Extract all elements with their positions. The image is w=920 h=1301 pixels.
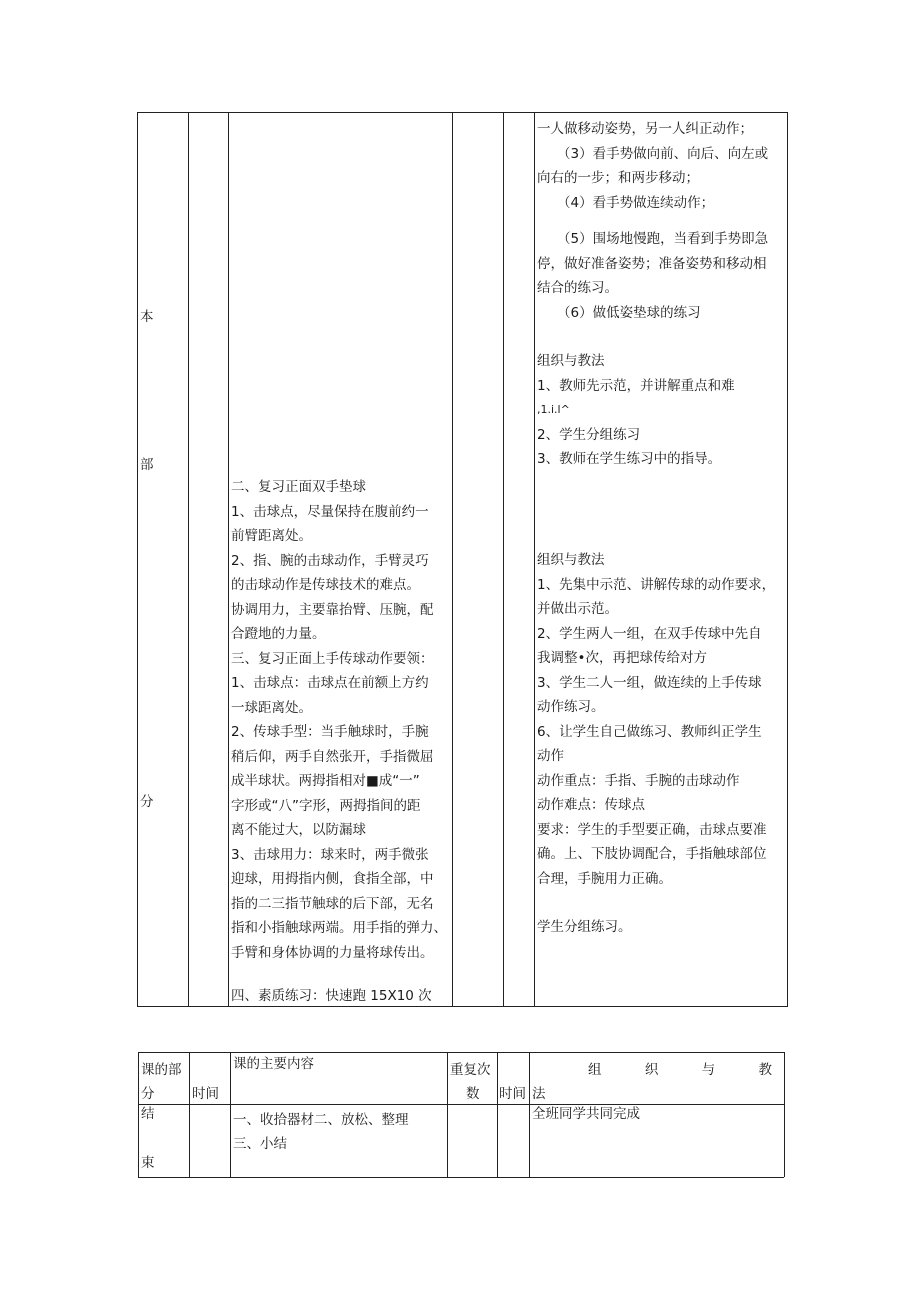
org-low-block xyxy=(537,548,775,891)
content-line: 协调用力，主要靠抬臂、压腕，配 xyxy=(231,601,434,618)
org-line: 向右的一步；和两步移动； xyxy=(537,170,699,186)
org-mid-block xyxy=(537,349,735,472)
content-line: 1、击球点：击球点在前额上方约 xyxy=(231,675,429,691)
table1-col-line xyxy=(503,112,504,1006)
org-line: 3、学生二人一组，做连续的上手传球 xyxy=(537,674,762,691)
content-line: 离不能过大，以防漏球 xyxy=(231,822,366,838)
table1-col-line xyxy=(534,112,535,1006)
org-last-line: 学生分组练习。 xyxy=(537,919,632,935)
org-line: 2、学生两人一组，在双手传球中先自 xyxy=(537,625,762,642)
org-top-block-2 xyxy=(537,227,768,325)
row-org-text: 全班同学共同完成 xyxy=(532,1106,640,1122)
content-line: 一球距离处。 xyxy=(231,699,312,716)
org-heading: 组织与教法 xyxy=(537,353,605,369)
org-line: 一人做移动姿势，另一人纠正动作； xyxy=(537,121,753,137)
content-line: 手臂和身体协调的力量将球传出。 xyxy=(231,944,434,961)
table1-col-line xyxy=(188,112,189,1006)
org-line: 3、教师在学生练习中的指导。 xyxy=(537,451,722,467)
header-org-char: 组 xyxy=(588,1062,602,1078)
content-line: 指和小指触球两端。用手指的弹力、 xyxy=(231,920,447,936)
org-line: ,1.i.l^ xyxy=(537,403,570,416)
org-line: 停，做好准备姿势；准备姿势和移动相 xyxy=(537,255,767,272)
org-line: 结合的练习。 xyxy=(537,280,618,296)
content-line: 3、击球用力：球来时，两手微张 xyxy=(231,846,429,863)
content-line: 前臂距离处。 xyxy=(231,528,312,544)
row-content-line: 一、收拾器材二、放松、整理 xyxy=(233,1112,409,1128)
org-line: 动作练习。 xyxy=(537,699,605,715)
header-org-tail: 法 xyxy=(532,1086,546,1102)
table2-col-line xyxy=(230,1052,231,1177)
header-content-label: 课的主要内容 xyxy=(233,1056,314,1072)
header-reps-label: 重复次 xyxy=(450,1062,491,1078)
content-line: 稍后仰，两手自然张开，手指微屈 xyxy=(231,748,434,765)
content-line: 2、传球手型：当手触球时，手腕 xyxy=(231,724,429,740)
section-char: 分 xyxy=(140,794,154,810)
content-line: 三、复习正面上手传球动作要领： xyxy=(231,650,434,667)
org-line: 6、让学生自己做练习、教师纠正学生 xyxy=(537,723,762,740)
org-line: 并做出示范。 xyxy=(537,601,618,617)
table2-col-line xyxy=(189,1052,190,1177)
table1-col-line xyxy=(452,112,453,1006)
header-org-char: 教 xyxy=(758,1062,772,1078)
table2-col-line xyxy=(138,1052,139,1177)
content-fitness-line: 四、素质练习：快速跑 15X10 次 xyxy=(231,988,432,1004)
section-char: 部 xyxy=(140,457,154,473)
table2-header-divider xyxy=(138,1104,784,1105)
table1-col-line xyxy=(787,112,788,1006)
row-content-line: 三、小结 xyxy=(233,1136,287,1152)
table1-top-border xyxy=(137,112,788,113)
table1-col-line xyxy=(228,112,229,1006)
table2-col-line xyxy=(447,1052,448,1177)
header-time2-label: 时间 xyxy=(499,1086,526,1102)
content-line: 二、复习正面双手垫球 xyxy=(231,479,366,495)
main-content xyxy=(231,475,447,965)
org-line: （4）看手势做连续动作； xyxy=(557,194,715,211)
org-line: 1、先集中示范、讲解传球的动作要求， xyxy=(537,576,776,593)
content-line: 合蹬地的力量。 xyxy=(231,626,326,642)
org-line: 合理，手腕用力正确。 xyxy=(537,870,672,887)
header-time-label: 时间 xyxy=(192,1086,219,1102)
header-section-label-2: 分 xyxy=(141,1086,155,1102)
org-line: （5）围场地慢跑，当看到手势即急 xyxy=(557,231,769,247)
org-line: 要求：学生的手型要正确，击球点要准 xyxy=(537,821,767,838)
content-line: 成半球状。两拇指相对■成“一” xyxy=(231,773,420,789)
table2-col-line xyxy=(529,1052,530,1177)
header-org-char: 织 xyxy=(644,1062,659,1078)
content-line: 指的二三指节触球的后下部，无名 xyxy=(231,895,434,912)
content-line: 迎球，用拇指内侧，食指全部，中 xyxy=(231,871,434,887)
org-line: （6）做低姿垫球的练习 xyxy=(557,304,701,321)
header-org-label xyxy=(588,1058,772,1083)
header-reps-label-2: 数 xyxy=(466,1086,480,1102)
header-org-char: 与 xyxy=(701,1062,716,1078)
org-line: （3）看手势做向前、向后、向左或 xyxy=(557,145,769,162)
org-line: 我调整•次，再把球传给对方 xyxy=(537,650,707,666)
org-line: 动作 xyxy=(537,748,564,764)
table1-col-line xyxy=(137,112,138,1006)
table2-bottom-border xyxy=(138,1177,784,1178)
section-char: 本 xyxy=(140,309,154,325)
table2-col-line xyxy=(784,1052,785,1177)
org-line: 动作重点：手指、手腕的击球动作 xyxy=(537,772,740,789)
content-line: 的击球动作是传球技术的难点。 xyxy=(231,577,420,593)
org-line: 确。上、下肢协调配合，手指触球部位 xyxy=(537,846,767,862)
org-line: 2、学生分组练习 xyxy=(537,426,641,443)
org-heading: 组织与教法 xyxy=(537,552,605,568)
org-top-block xyxy=(537,117,768,215)
header-section-label: 课的部 xyxy=(141,1062,182,1078)
org-line: 动作难点：传球点 xyxy=(537,797,645,813)
org-line: 1、教师先示范，并讲解重点和难 xyxy=(537,377,735,394)
content-line: 1、击球点，尽量保持在腹前约一 xyxy=(231,503,429,520)
row-section-label-2: 束 xyxy=(141,1155,155,1171)
content-line: 字形或“八”字形，两拇指间的距 xyxy=(231,797,421,814)
table2-col-line xyxy=(497,1052,498,1177)
row-section-label: 结 xyxy=(141,1106,155,1122)
content-line: 2、指、腕的击球动作，手臂灵巧 xyxy=(231,552,429,569)
